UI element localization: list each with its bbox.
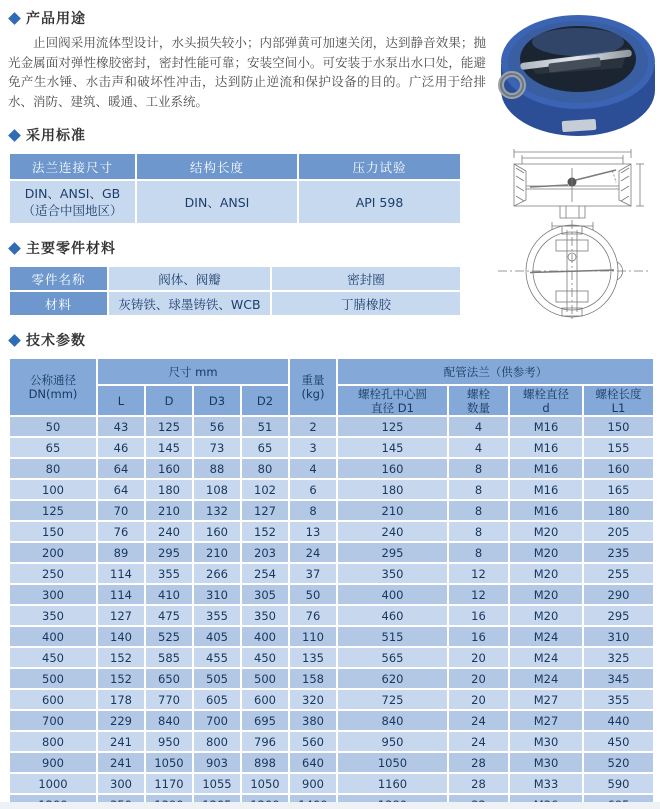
materials-cell: 阀体、阀瓣 [108,266,271,291]
standards-cell: API 598 [298,180,461,224]
col-group-size: 尺寸 mm [97,358,289,385]
section-title: 产品用途 [26,11,86,27]
diamond-bullet-icon [8,242,21,255]
table-row: 150 76 240 160 152 13 240 8 M20 205 [9,521,654,542]
page-bottom-strip [0,802,660,809]
standards-cell: DIN、ANSI [136,180,298,224]
row-label: 材料 [9,291,108,316]
table-row: 50 43 125 56 51 2 125 4 M16 150 [9,416,654,437]
table-row: 300 114 410 310 305 50 400 12 M20 290 [9,584,654,605]
col-header-dn: 公称通径 DN(mm) [9,358,97,416]
table-row: 600 178 770 605 600 320 725 20 M27 355 [9,689,654,710]
table-row: 1000 300 1170 1055 1050 900 1160 28 M33 590 [9,773,654,794]
materials-cell: 灰铸铁、球墨铸铁、WCB [108,291,271,316]
col-header: L [97,385,145,416]
table-row: 450 152 585 455 450 135 565 20 M24 325 [9,647,654,668]
table-row: 100 64 180 108 102 6 180 8 M16 165 [9,479,654,500]
table-row: 800 241 950 800 796 560 950 24 M30 450 [9,731,654,752]
tech-table-tbody [9,416,654,809]
col-header: 螺栓孔中心圆 直径 D1 [337,385,448,416]
table-row: 80 64 160 88 80 4 160 8 M16 160 [9,458,654,479]
table-row [9,180,461,224]
col-header: 法兰连接尺寸 [9,153,136,180]
diamond-bullet-icon [8,129,21,142]
standards-cell: DIN、ANSI、GB （适合中国地区） [9,180,136,224]
col-header: D2 [241,385,289,416]
table-row: 65 46 145 73 65 3 145 4 M16 155 [9,437,654,458]
valve-photo [490,6,658,144]
section-title: 采用标准 [26,128,86,144]
materials-table [8,265,462,317]
materials-cell: 丁腈橡胶 [271,291,461,316]
diamond-bullet-icon [8,334,21,347]
section-title: 主要零件材料 [26,241,116,257]
table-row [9,291,461,316]
table-row: 125 70 210 132 127 8 210 8 M16 180 [9,500,654,521]
materials-cell: 密封圈 [271,266,461,291]
table-row: 500 152 650 505 500 158 620 20 M24 345 [9,668,654,689]
table-row: 700 229 840 700 695 380 840 24 M27 440 [9,710,654,731]
row-label: 零件名称 [9,266,108,291]
usage-paragraph: 止回阀采用流体型设计，水头损失较小；内部弹黄可加速关闭，达到静音效果；抛光金属面对弹性橡胶密封，密封性能可靠；安装空间小。可安装于水泵出水口处，能避免产生水锤、水击声和破坏性冲击，达到防止逆流和保护设备的目的。广泛用于给排水、消防、建筑、暖通、工业系统。 [8,35,486,109]
col-header: D3 [193,385,241,416]
table-row: 900 241 1050 903 898 640 1050 28 M30 520 [9,752,654,773]
col-header: 结构长度 [136,153,298,180]
section-tech-header [8,330,660,350]
diamond-bullet-icon [8,12,21,25]
table-row: 350 127 475 355 350 76 460 16 M20 295 [9,605,654,626]
table-row: 250 114 355 266 254 37 350 12 M20 255 [9,563,654,584]
col-group-flange: 配管法兰（供参考） [337,358,654,385]
tech-params-table [8,357,655,809]
col-header: 螺栓长度 L1 [583,385,654,416]
table-row [9,266,461,291]
table-row: 200 89 295 210 203 24 295 8 M20 235 [9,542,654,563]
col-header-weight: 重量 (kg) [289,358,337,416]
col-header: 螺栓直径 d [509,385,583,416]
standards-table [8,152,462,225]
table-header-row [9,153,461,180]
valve-front-view-drawing [492,220,657,326]
col-header: 压力试验 [298,153,461,180]
col-header: 螺栓 数量 [448,385,509,416]
table-header-row [9,358,654,385]
section-title: 技术参数 [26,333,86,349]
col-header: D [145,385,193,416]
table-row: 400 140 525 405 400 110 515 16 M24 310 [9,626,654,647]
